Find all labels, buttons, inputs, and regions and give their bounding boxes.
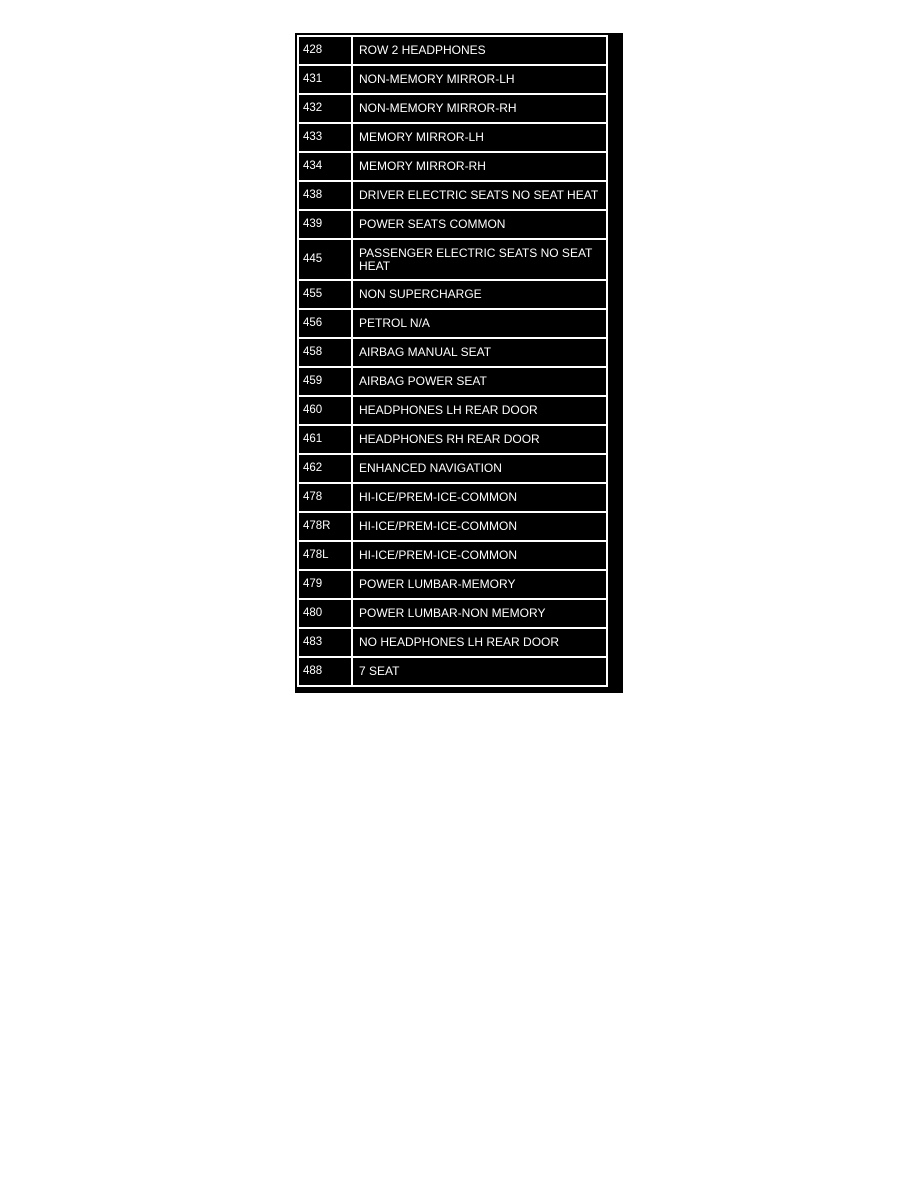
table-row [298, 181, 607, 210]
description-cell: HI-ICE/PREM-ICE-COMMON [352, 541, 607, 570]
table-row [298, 367, 607, 396]
table-row [298, 512, 607, 541]
code-cell: 438 [298, 181, 352, 210]
table-row [298, 338, 607, 367]
table-row [298, 454, 607, 483]
table-row [298, 396, 607, 425]
code-cell: 434 [298, 152, 352, 181]
description-cell: AIRBAG MANUAL SEAT [352, 338, 607, 367]
description-cell: MEMORY MIRROR-RH [352, 152, 607, 181]
code-cell: 456 [298, 309, 352, 338]
code-cell: 488 [298, 657, 352, 686]
table-row [298, 36, 607, 65]
code-cell: 478L [298, 541, 352, 570]
code-cell: 459 [298, 367, 352, 396]
description-cell: AIRBAG POWER SEAT [352, 367, 607, 396]
table-row [298, 483, 607, 512]
table-row [298, 65, 607, 94]
table-row [298, 280, 607, 309]
code-cell: 458 [298, 338, 352, 367]
description-cell: PASSENGER ELECTRIC SEATS NO SEAT HEAT [352, 239, 607, 280]
description-cell: 7 SEAT [352, 657, 607, 686]
code-table [297, 35, 608, 687]
code-cell: 478R [298, 512, 352, 541]
code-cell: 455 [298, 280, 352, 309]
description-cell: POWER LUMBAR-NON MEMORY [352, 599, 607, 628]
table-row [298, 239, 607, 280]
description-cell: ROW 2 HEADPHONES [352, 36, 607, 65]
table-row [298, 309, 607, 338]
code-cell: 445 [298, 239, 352, 280]
description-cell: NON-MEMORY MIRROR-RH [352, 94, 607, 123]
table-row [298, 657, 607, 686]
code-cell: 439 [298, 210, 352, 239]
description-cell: HEADPHONES RH REAR DOOR [352, 425, 607, 454]
description-cell: MEMORY MIRROR-LH [352, 123, 607, 152]
code-cell: 480 [298, 599, 352, 628]
description-cell: HEADPHONES LH REAR DOOR [352, 396, 607, 425]
code-cell: 461 [298, 425, 352, 454]
code-cell: 428 [298, 36, 352, 65]
table-row [298, 541, 607, 570]
code-table-panel [295, 33, 623, 693]
code-cell: 478 [298, 483, 352, 512]
table-row [298, 425, 607, 454]
table-row [298, 628, 607, 657]
code-cell: 479 [298, 570, 352, 599]
table-row [298, 94, 607, 123]
table-row [298, 152, 607, 181]
code-cell: 433 [298, 123, 352, 152]
code-cell: 462 [298, 454, 352, 483]
description-cell: NON SUPERCHARGE [352, 280, 607, 309]
description-cell: NON-MEMORY MIRROR-LH [352, 65, 607, 94]
description-cell: PETROL N/A [352, 309, 607, 338]
table-row [298, 210, 607, 239]
description-cell: ENHANCED NAVIGATION [352, 454, 607, 483]
code-cell: 432 [298, 94, 352, 123]
description-cell: POWER LUMBAR-MEMORY [352, 570, 607, 599]
description-cell: HI-ICE/PREM-ICE-COMMON [352, 483, 607, 512]
code-cell: 460 [298, 396, 352, 425]
code-cell: 483 [298, 628, 352, 657]
table-row [298, 123, 607, 152]
table-row [298, 570, 607, 599]
description-cell: POWER SEATS COMMON [352, 210, 607, 239]
description-cell: HI-ICE/PREM-ICE-COMMON [352, 512, 607, 541]
description-cell: NO HEADPHONES LH REAR DOOR [352, 628, 607, 657]
table-row [298, 599, 607, 628]
description-cell: DRIVER ELECTRIC SEATS NO SEAT HEAT [352, 181, 607, 210]
code-cell: 431 [298, 65, 352, 94]
